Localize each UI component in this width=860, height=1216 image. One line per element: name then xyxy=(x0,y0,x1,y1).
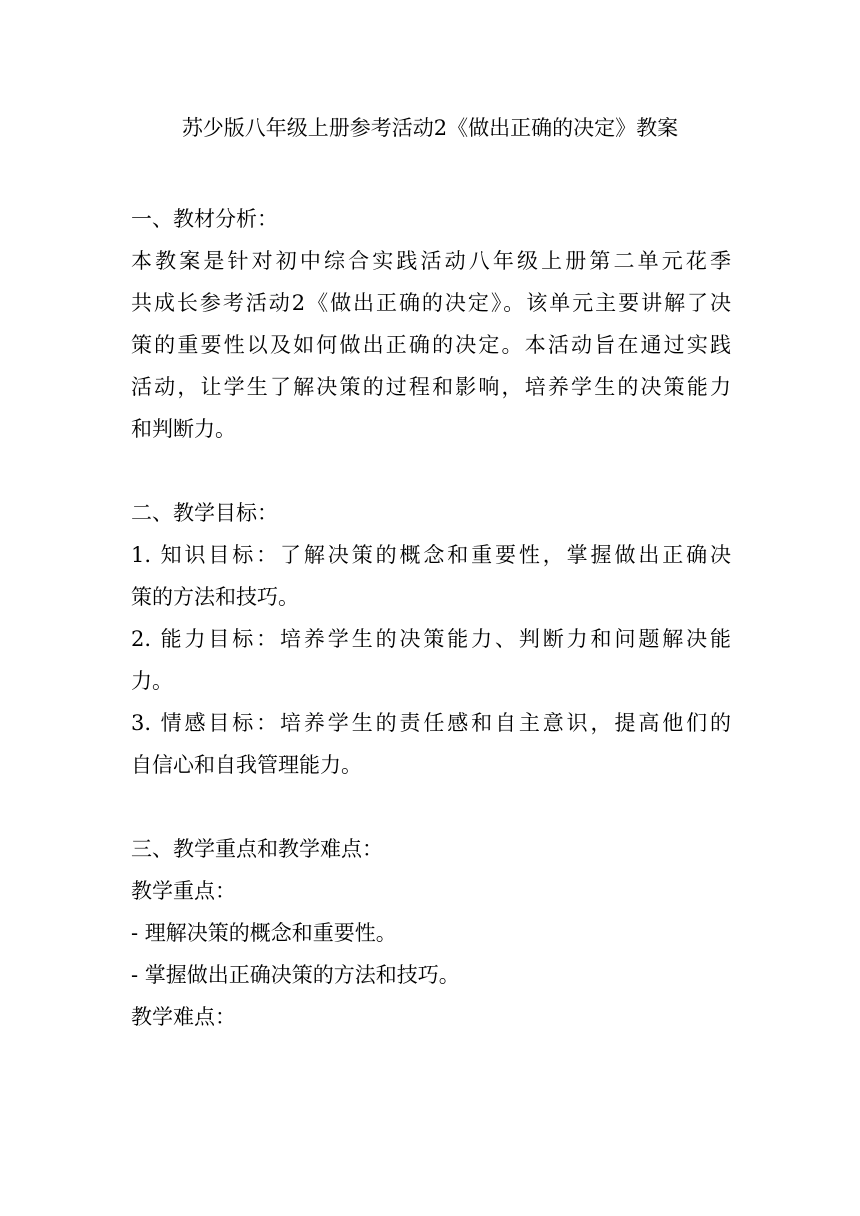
goal-line: 自信心和自我管理能力。 xyxy=(131,753,362,777)
goal-line: 3. 情感目标：培养学生的责任感和自主意识，提高他们的 xyxy=(131,711,731,735)
section-heading-teaching-goals: 二、教学目标： xyxy=(131,501,278,525)
paragraph-line: 策的重要性以及如何做出正确的决定。本活动旨在通过实践 xyxy=(131,333,731,357)
section-spacer xyxy=(131,450,731,492)
section-spacer xyxy=(131,786,731,828)
paragraph-line: 本教案是针对初中综合实践活动八年级上册第二单元花季 xyxy=(131,249,731,273)
document-title: 苏少版八年级上册参考活动2《做出正确的决定》教案 xyxy=(181,116,679,140)
section-heading-textbook-analysis: 一、教材分析： xyxy=(131,207,278,231)
paragraph-line: 共成长参考活动2《做出正确的决定》。该单元主要讲解了决 xyxy=(131,291,731,315)
goal-line: 1. 知识目标：了解决策的概念和重要性，掌握做出正确决 xyxy=(131,543,731,567)
paragraph-line: 和判断力。 xyxy=(131,417,236,441)
paragraph-line: 活动，让学生了解决策的过程和影响，培养学生的决策能力 xyxy=(131,375,731,399)
goal-line: 力。 xyxy=(131,669,173,693)
document-body xyxy=(131,198,731,1038)
key-points-label: 教学重点： xyxy=(131,879,236,903)
goal-line: 策的方法和技巧。 xyxy=(131,585,299,609)
key-point-item: - 理解决策的概念和重要性。 xyxy=(131,921,397,945)
key-point-item: - 掌握做出正确决策的方法和技巧。 xyxy=(131,963,460,987)
difficulties-label: 教学难点： xyxy=(131,1005,236,1029)
section-heading-key-and-difficult-points: 三、教学重点和教学难点： xyxy=(131,837,383,861)
goal-line: 2. 能力目标：培养学生的决策能力、判断力和问题解决能 xyxy=(131,627,731,651)
